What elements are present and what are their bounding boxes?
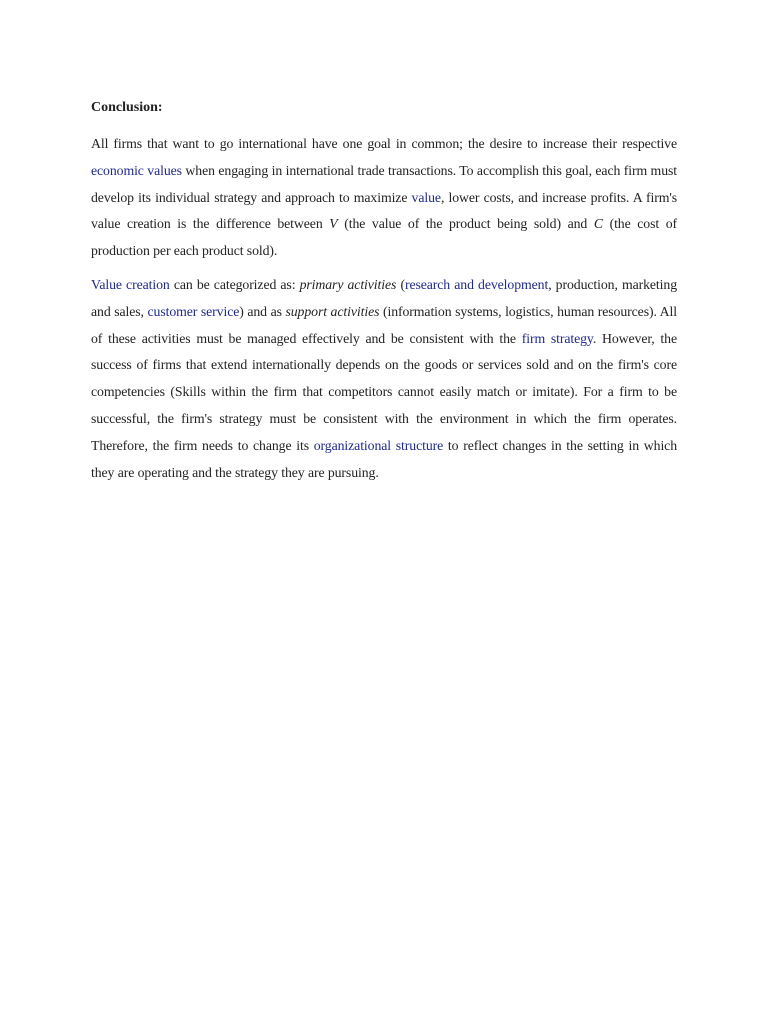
link-customer-service[interactable]: customer service xyxy=(147,303,240,319)
text-run: (information systems, logistics, human resources). All of these activities must be managed effectively and be consistent with the xyxy=(91,303,677,346)
text-run: , production, marketing and sales, xyxy=(91,277,677,319)
paragraph-2 xyxy=(91,272,677,486)
emphasis-support-activities: support activities xyxy=(285,303,380,319)
text-run: to reflect changes in the setting in which they are operating and the strategy they are pursuing. xyxy=(91,437,677,480)
text-run: (the value of the product being sold) and xyxy=(337,216,594,232)
link-research-and-development[interactable]: research and development xyxy=(404,277,549,292)
text-run: can be categorized as: xyxy=(169,277,300,292)
text-run: , lower costs, and increase profits. A firm's value creation is the difference between xyxy=(91,189,677,232)
text-run: ) and as xyxy=(239,303,286,319)
text-run: (the cost of production per each product sold). xyxy=(91,216,678,259)
text-run: All firms that want to go international have one goal in common; the desire to increase their respective xyxy=(91,136,677,151)
text-run: when engaging in international trade transactions. To accomplish this goal, each firm must develop its individual strategy and approach to maximize xyxy=(91,162,677,205)
paragraph-1 xyxy=(91,131,677,265)
variable-c: C xyxy=(593,216,603,232)
text-run: ( xyxy=(396,277,405,292)
section-heading: Conclusion: xyxy=(91,100,163,115)
link-economic-values[interactable]: economic values xyxy=(91,162,182,178)
link-firm-strategy[interactable]: firm strategy xyxy=(521,330,593,346)
emphasis-primary-activities: primary activities xyxy=(299,277,397,292)
link-value-creation[interactable]: Value creation xyxy=(91,277,170,292)
text-run: . However, the success of firms that extend internationally depends on the goods or services sold and on the firm's core competencies (Skills within the firm that competitors cannot easily match or imitate). For a firm to be successful, the firm's strategy must be consistent with the environment in which the firm operates. Therefore, the firm needs to change its xyxy=(91,330,677,453)
variable-v: V xyxy=(329,216,338,232)
link-value[interactable]: value xyxy=(411,189,441,205)
link-organizational-structure[interactable]: organizational structure xyxy=(313,437,444,453)
